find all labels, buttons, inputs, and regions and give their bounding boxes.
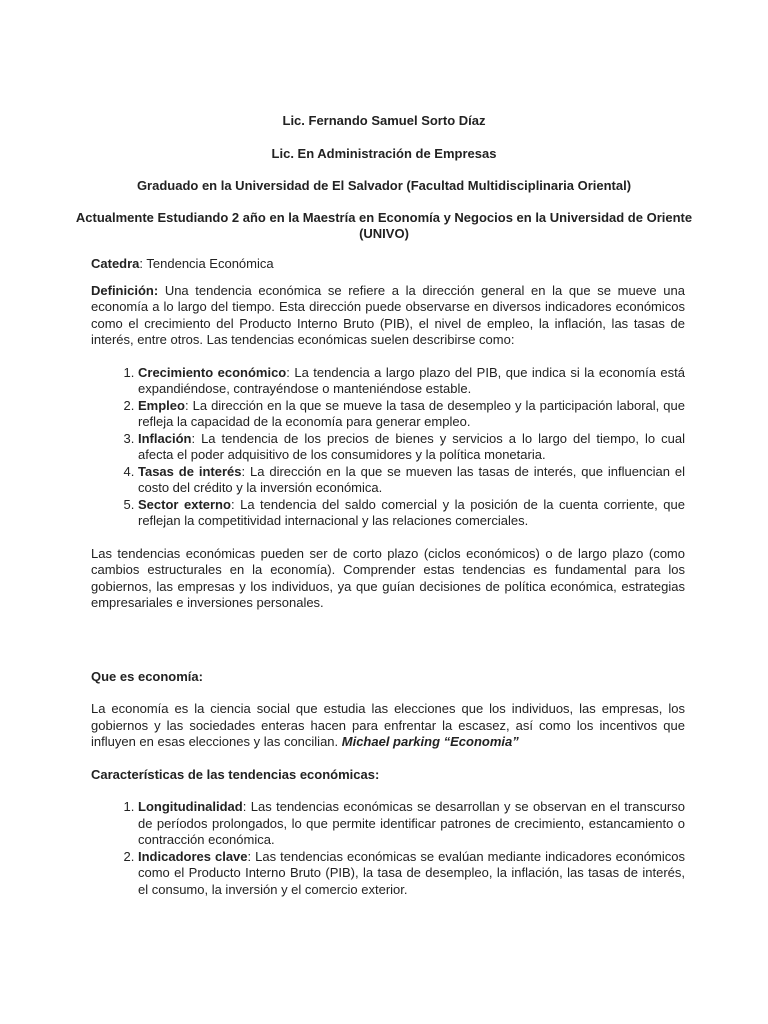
list-item xyxy=(138,849,685,899)
que-es-paragraph xyxy=(91,701,685,751)
list-item xyxy=(138,365,685,398)
list-item xyxy=(138,431,685,464)
que-es-heading xyxy=(91,669,685,686)
list-item xyxy=(138,398,685,431)
definicion-label: Definición: xyxy=(91,282,159,298)
list-item xyxy=(138,799,685,849)
list-item-term: Inflación xyxy=(138,430,192,446)
catedra-line xyxy=(91,256,685,273)
list-item-text: : La dirección en la que se mueve la tasa de desempleo y la participación laboral, que refleja la capacidad de la economía para generar empleo. xyxy=(138,397,685,429)
list-item-term: Crecimiento económico xyxy=(138,364,287,380)
author-current-study: Actualmente Estudiando 2 año en la Maestría en Economía y Negocios en la Universidad de Oriente (UNIVO) xyxy=(75,209,693,241)
definicion-paragraph xyxy=(91,283,685,349)
tendencias-paragraph: Las tendencias económicas pueden ser de corto plazo (ciclos económicos) o de largo plazo (como cambios estructurales en la economía). Comprender estas tendencias es fundamental para los gobiernos, las empresas y los individuos, ya que guían decisiones de política económica, estrategias empresariales e inversiones personales. xyxy=(91,545,685,610)
author-name: Lic. Fernando Samuel Sorto Díaz xyxy=(282,113,486,128)
list-item-term: Sector externo xyxy=(138,496,231,512)
list-item-term: Empleo xyxy=(138,397,185,413)
list-item-term: Tasas de interés xyxy=(138,463,242,479)
list-item xyxy=(138,464,685,497)
caracteristicas-heading-text: Características de las tendencias económicas: xyxy=(91,766,380,782)
document-body xyxy=(91,256,685,898)
list-item-text: : La tendencia de los precios de bienes y servicios a lo largo del tiempo, lo cual afecta el poder adquisitivo de los consumidores y la política monetaria. xyxy=(138,430,685,462)
list-item-term: Longitudinalidad xyxy=(138,799,243,814)
list-item-text: : La tendencia del saldo comercial y la posición de la cuenta corriente, que reflejan la competitividad internacional y las relaciones comerciales. xyxy=(138,496,685,528)
definicion-text: Una tendencia económica se refiere a la dirección general en la que se mueve una economía a lo largo del tiempo. Esta dirección puede observarse en diversos indicadores económicos como el crecimiento del Producto Interno Bruto (PIB), el nivel de empleo, la inflación, las tasas de interés, entre otros. Las tendencias económicas suelen describirse como: xyxy=(91,282,685,347)
catedra-label: Catedra xyxy=(91,256,140,271)
list-item xyxy=(138,497,685,530)
author-header xyxy=(60,113,708,259)
list-item-term: Indicadores clave xyxy=(138,848,248,864)
list-item-text: : Las tendencias económicas se desarrollan y se observan en el transcurso de períodos prolongados, lo que permite identificar patrones de crecimiento, estancamiento o contracción económica. xyxy=(138,799,685,847)
tendencias-list xyxy=(91,365,685,530)
author-degree: Lic. En Administración de Empresas xyxy=(271,145,497,161)
caracteristicas-list xyxy=(91,799,685,898)
list-item-text: : Las tendencias económicas se evalúan mediante indicadores económicos como el Producto Interno Bruto (PIB), la tasa de desempleo, la inflación, las tasas de interés, el consumo, la inversión y el comercio exterior. xyxy=(138,848,685,897)
que-es-heading-text: Que es economía: xyxy=(91,668,203,684)
catedra-value: : Tendencia Económica xyxy=(139,256,274,271)
caracteristicas-heading xyxy=(91,767,685,784)
citation: Michael parking “Economia” xyxy=(341,734,519,749)
list-item-text: : La dirección en la que se mueven las tasas de interés, que influencian el costo del crédito y la inversión económica. xyxy=(138,463,686,495)
que-es-text: La economía es la ciencia social que estudia las elecciones que los individuos, las empresas, los gobiernos y las sociedades enteras hacen para enfrentar la escasez, así como los incentivos que influyen en esas elecciones y las concilian. xyxy=(91,701,685,749)
list-item-text: : La tendencia a largo plazo del PIB, que indica si la economía está expandiéndose, contrayéndose o manteniéndose estable. xyxy=(138,364,685,396)
author-university: Graduado en la Universidad de El Salvador (Facultad Multidisciplinaria Oriental) xyxy=(136,178,632,193)
